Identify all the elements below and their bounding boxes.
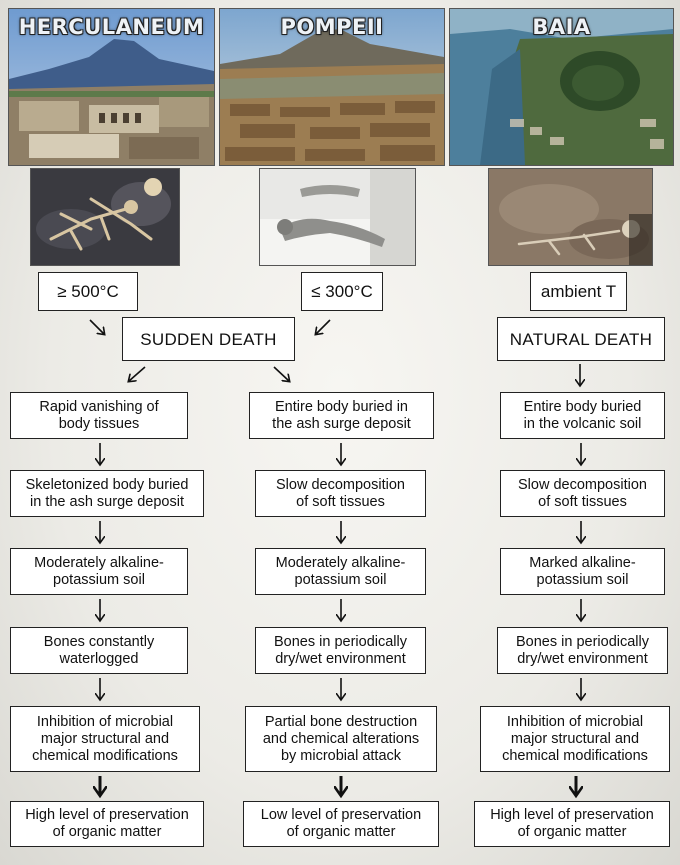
pompeii-title: POMPEII	[280, 15, 384, 39]
baia-title: BAIA	[532, 15, 591, 39]
arrow-sudden-to-col2	[274, 367, 289, 381]
baia-temperature: ambient T	[530, 272, 627, 311]
pompeii-temperature: ≤ 300°C	[301, 272, 383, 311]
col3-step2: Slow decomposition of soft tissues	[500, 470, 665, 517]
arrow-sudden-to-col1	[129, 367, 145, 381]
col3-step4: Bones in periodically dry/wet environment	[497, 627, 668, 674]
natural-death-box: NATURAL DEATH	[497, 317, 665, 361]
col2-step4: Bones in periodically dry/wet environment	[255, 627, 426, 674]
col2-step6: Low level of preservation of organic matter	[243, 801, 439, 847]
col2-step2: Slow decomposition of soft tissues	[255, 470, 426, 517]
col3-step6: High level of preservation of organic matter	[474, 801, 670, 847]
herculaneum-title: HERCULANEUM	[18, 15, 205, 39]
arrow-temp2-to-sudden	[316, 320, 330, 334]
arrow-temp1-to-sudden	[90, 320, 104, 334]
col2-step3: Moderately alkaline- potassium soil	[255, 548, 426, 595]
col1-step5: Inhibition of microbial major structural and chemical modifications	[10, 706, 200, 772]
col1-step2: Skeletonized body buried in the ash surge deposit	[10, 470, 204, 517]
col2-step1: Entire body buried in the ash surge deposit	[249, 392, 434, 439]
col3-step5: Inhibition of microbial major structural and chemical modifications	[480, 706, 670, 772]
herculaneum-temperature: ≥ 500°C	[38, 272, 138, 311]
col1-step1: Rapid vanishing of body tissues	[10, 392, 188, 439]
col2-step5: Partial bone destruction and chemical alterations by microbial attack	[245, 706, 437, 772]
col1-step3: Moderately alkaline- potassium soil	[10, 548, 188, 595]
col3-step1: Entire body buried in the volcanic soil	[500, 392, 665, 439]
col1-step4: Bones constantly waterlogged	[10, 627, 188, 674]
sudden-death-box: SUDDEN DEATH	[122, 317, 295, 361]
col1-step6: High level of preservation of organic matter	[10, 801, 204, 847]
col3-step3: Marked alkaline- potassium soil	[500, 548, 665, 595]
